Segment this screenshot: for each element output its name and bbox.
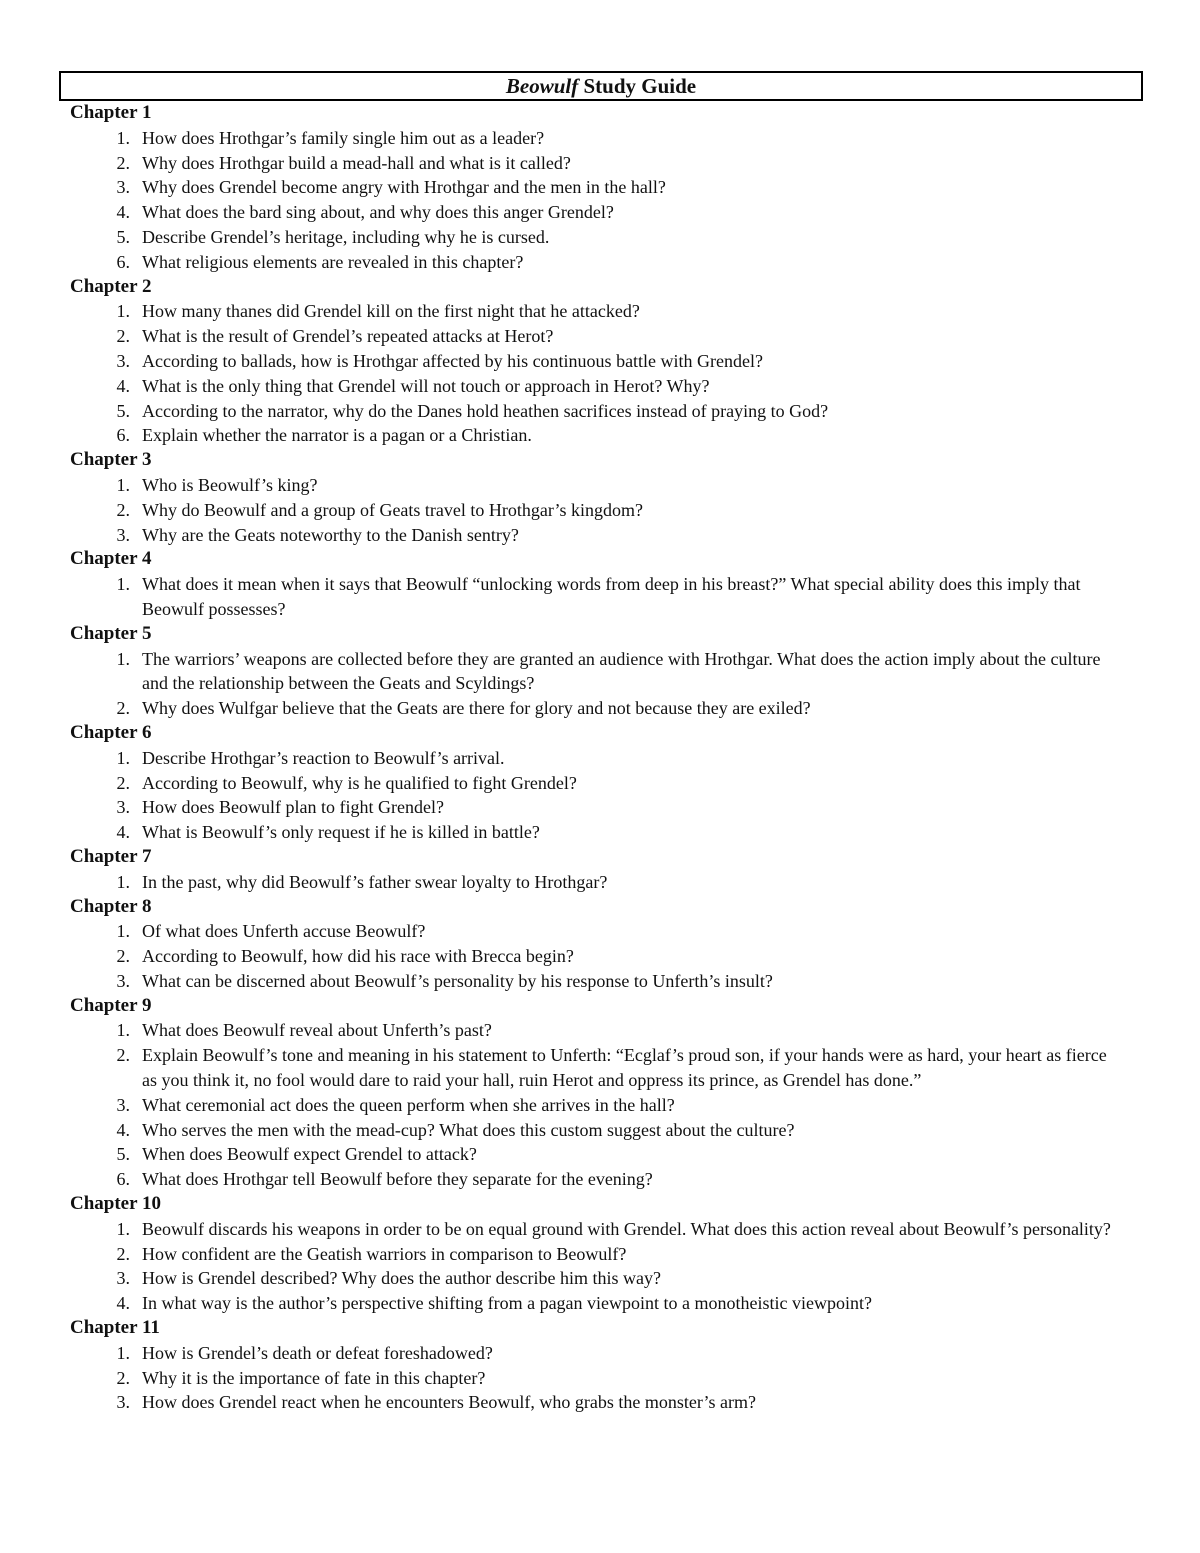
question-number: 2. — [116, 326, 130, 347]
question-item — [59, 820, 1143, 845]
question-text: What can be discerned about Beowulf’s personality by his response to Unferth’s insult? — [142, 970, 773, 991]
question-list — [59, 1217, 1143, 1316]
question-text: Describe Hrothgar’s reaction to Beowulf’s arrival. — [142, 747, 505, 768]
question-number: 2. — [116, 499, 130, 520]
chapter-section — [59, 994, 1143, 1192]
question-number: 3. — [116, 524, 130, 545]
question-item — [59, 1118, 1143, 1143]
question-list — [59, 746, 1143, 845]
question-number: 3. — [116, 970, 130, 991]
question-list — [59, 870, 1143, 895]
question-item — [59, 200, 1143, 225]
question-item — [59, 795, 1143, 820]
question-number: 1. — [116, 648, 130, 669]
question-item — [59, 1242, 1143, 1267]
question-text: How does Hrothgar’s family single him out as a leader? — [142, 127, 545, 148]
question-text: What does Hrothgar tell Beowulf before they separate for the evening? — [142, 1169, 653, 1190]
question-item — [59, 696, 1143, 721]
question-number: 6. — [116, 1169, 130, 1190]
question-number: 5. — [116, 400, 130, 421]
question-item — [59, 175, 1143, 200]
question-text: What is Beowulf’s only request if he is killed in battle? — [142, 822, 540, 843]
question-number: 2. — [116, 1243, 130, 1264]
question-text: Beowulf discards his weapons in order to be on equal ground with Grendel. What does this action reveal about Beowulf’s personality? — [142, 1218, 1111, 1239]
chapter-heading: Chapter 7 — [70, 845, 152, 867]
question-list — [59, 572, 1143, 622]
chapter-heading: Chapter 5 — [70, 622, 152, 644]
question-item — [59, 1167, 1143, 1192]
chapter-section — [59, 1192, 1143, 1316]
question-text: How many thanes did Grendel kill on the first night that he attacked? — [142, 301, 640, 322]
question-text: Describe Grendel’s heritage, including why he is cursed. — [142, 226, 550, 247]
study-guide-page — [59, 71, 1143, 1415]
title-rest: Study Guide — [578, 73, 697, 98]
question-text: How confident are the Geatish warriors in comparison to Beowulf? — [142, 1243, 627, 1264]
question-text: According to Beowulf, how did his race with Brecca begin? — [142, 946, 574, 967]
question-text: In what way is the author’s perspective shifting from a pagan viewpoint to a monotheistic viewpoint? — [142, 1293, 872, 1314]
question-number: 1. — [116, 747, 130, 768]
question-text: Who is Beowulf’s king? — [142, 474, 318, 495]
chapter-section — [59, 101, 1143, 275]
question-text: What is the result of Grendel’s repeated attacks at Herot? — [142, 326, 554, 347]
question-number: 2. — [116, 152, 130, 173]
question-item — [59, 771, 1143, 796]
question-text: What ceremonial act does the queen perform when she arrives in the hall? — [142, 1094, 675, 1115]
question-number: 2. — [116, 1045, 130, 1066]
question-item — [59, 523, 1143, 548]
question-number: 2. — [116, 946, 130, 967]
question-item — [59, 746, 1143, 771]
question-number: 1. — [116, 574, 130, 595]
question-text: Why are the Geats noteworthy to the Danish sentry? — [142, 524, 519, 545]
question-text: Explain whether the narrator is a pagan or a Christian. — [142, 425, 532, 446]
question-text: The warriors’ weapons are collected before they are granted an audience with Hrothgar. What does the action imply about the culture and the relationship between the Geats and Scyldings? — [142, 648, 1101, 694]
question-text: How does Beowulf plan to fight Grendel? — [142, 797, 444, 818]
question-text: According to the narrator, why do the Danes hold heathen sacrifices instead of praying to God? — [142, 400, 829, 421]
question-number: 3. — [116, 1392, 130, 1413]
question-item — [59, 1217, 1143, 1242]
question-number: 1. — [116, 127, 130, 148]
question-number: 4. — [116, 202, 130, 223]
question-item — [59, 1366, 1143, 1391]
question-item — [59, 1093, 1143, 1118]
question-item — [59, 647, 1143, 697]
question-number: 3. — [116, 1268, 130, 1289]
question-item — [59, 498, 1143, 523]
question-item — [59, 349, 1143, 374]
question-number: 1. — [116, 1020, 130, 1041]
chapter-section — [59, 448, 1143, 547]
question-number: 1. — [116, 921, 130, 942]
question-item — [59, 126, 1143, 151]
chapter-heading: Chapter 10 — [70, 1193, 161, 1215]
question-text: What does it mean when it says that Beowulf “unlocking words from deep in his breast?” What special ability does this imply that Beowulf possesses? — [142, 574, 1081, 619]
chapter-section — [59, 895, 1143, 994]
question-number: 4. — [116, 822, 130, 843]
question-number: 3. — [116, 1094, 130, 1115]
question-number: 1. — [116, 871, 130, 892]
chapter-section — [59, 622, 1143, 721]
question-item — [59, 151, 1143, 176]
question-text: What does Beowulf reveal about Unferth’s past? — [142, 1020, 492, 1041]
question-text: What is the only thing that Grendel will not touch or approach in Herot? Why? — [142, 375, 710, 396]
question-list — [59, 919, 1143, 993]
question-number: 5. — [116, 1144, 130, 1165]
chapter-heading: Chapter 2 — [70, 275, 152, 297]
question-item — [59, 1142, 1143, 1167]
question-number: 1. — [116, 1218, 130, 1239]
question-item — [59, 399, 1143, 424]
question-number: 2. — [116, 772, 130, 793]
question-text: What does the bard sing about, and why does this anger Grendel? — [142, 202, 614, 223]
question-item — [59, 1018, 1143, 1043]
question-number: 3. — [116, 177, 130, 198]
question-text: Why do Beowulf and a group of Geats travel to Hrothgar’s kingdom? — [142, 499, 644, 520]
question-text: Explain Beowulf’s tone and meaning in his statement to Unferth: “Ecglaf’s proud son, if your hands were as hard, your heart as fierce as you think it, no fool would dare to raid your hall, ruin Herot and oppress its prince, as Grendel has done.” — [142, 1045, 1107, 1091]
question-number: 3. — [116, 350, 130, 371]
question-text: In the past, why did Beowulf’s father swear loyalty to Hrothgar? — [142, 871, 608, 892]
question-text: When does Beowulf expect Grendel to attack? — [142, 1144, 477, 1165]
chapter-heading: Chapter 1 — [70, 102, 152, 123]
question-list — [59, 1018, 1143, 1192]
question-item — [59, 299, 1143, 324]
question-text: According to ballads, how is Hrothgar affected by his continuous battle with Grendel? — [142, 350, 764, 371]
chapter-heading: Chapter 4 — [70, 548, 152, 570]
question-item — [59, 919, 1143, 944]
question-text: Why does Wulfgar believe that the Geats are there for glory and not because they are exiled? — [142, 698, 811, 719]
question-item — [59, 1266, 1143, 1291]
question-number: 6. — [116, 425, 130, 446]
question-item — [59, 423, 1143, 448]
question-text: What religious elements are revealed in this chapter? — [142, 251, 524, 272]
question-text: Who serves the men with the mead-cup? What does this custom suggest about the culture? — [142, 1119, 795, 1140]
question-number: 5. — [116, 226, 130, 247]
question-text: How is Grendel described? Why does the author describe him this way? — [142, 1268, 662, 1289]
question-item — [59, 572, 1143, 622]
question-number: 4. — [116, 1293, 130, 1314]
question-item — [59, 870, 1143, 895]
title-box — [59, 71, 1143, 101]
question-list — [59, 126, 1143, 275]
chapter-heading: Chapter 3 — [70, 449, 152, 471]
question-item — [59, 473, 1143, 498]
chapter-heading: Chapter 9 — [70, 994, 152, 1016]
question-list — [59, 1341, 1143, 1415]
chapter-section — [59, 721, 1143, 845]
question-number: 4. — [116, 1119, 130, 1140]
question-number: 4. — [116, 375, 130, 396]
question-number: 1. — [116, 301, 130, 322]
chapter-section — [59, 547, 1143, 621]
chapter-heading: Chapter 8 — [70, 895, 152, 917]
question-text: Of what does Unferth accuse Beowulf? — [142, 921, 426, 942]
question-number: 1. — [116, 1342, 130, 1363]
question-item — [59, 1390, 1143, 1415]
question-item — [59, 1043, 1143, 1093]
question-number: 1. — [116, 474, 130, 495]
question-item — [59, 944, 1143, 969]
question-text: Why does Grendel become angry with Hrothgar and the men in the hall? — [142, 177, 666, 198]
chapter-section — [59, 1316, 1143, 1415]
question-text: How is Grendel’s death or defeat foreshadowed? — [142, 1342, 493, 1363]
question-item — [59, 1291, 1143, 1316]
chapter-heading: Chapter 6 — [70, 721, 152, 743]
chapter-section — [59, 845, 1143, 895]
chapter-list — [59, 101, 1143, 1415]
question-text: According to Beowulf, why is he qualified to fight Grendel? — [142, 772, 577, 793]
chapter-section — [59, 275, 1143, 449]
question-item — [59, 250, 1143, 275]
question-item — [59, 374, 1143, 399]
question-list — [59, 299, 1143, 448]
question-number: 2. — [116, 1367, 130, 1388]
chapter-heading: Chapter 11 — [70, 1317, 160, 1339]
question-list — [59, 647, 1143, 721]
question-list — [59, 473, 1143, 547]
question-item — [59, 969, 1143, 994]
question-item — [59, 324, 1143, 349]
question-number: 6. — [116, 251, 130, 272]
title-italic: Beowulf — [505, 73, 579, 98]
question-item — [59, 1341, 1143, 1366]
question-text: Why it is the importance of fate in this chapter? — [142, 1367, 486, 1388]
question-item — [59, 225, 1143, 250]
question-text: Why does Hrothgar build a mead-hall and what is it called? — [142, 152, 571, 173]
question-number: 3. — [116, 797, 130, 818]
question-text: How does Grendel react when he encounters Beowulf, who grabs the monster’s arm? — [142, 1392, 756, 1413]
question-number: 2. — [116, 698, 130, 719]
